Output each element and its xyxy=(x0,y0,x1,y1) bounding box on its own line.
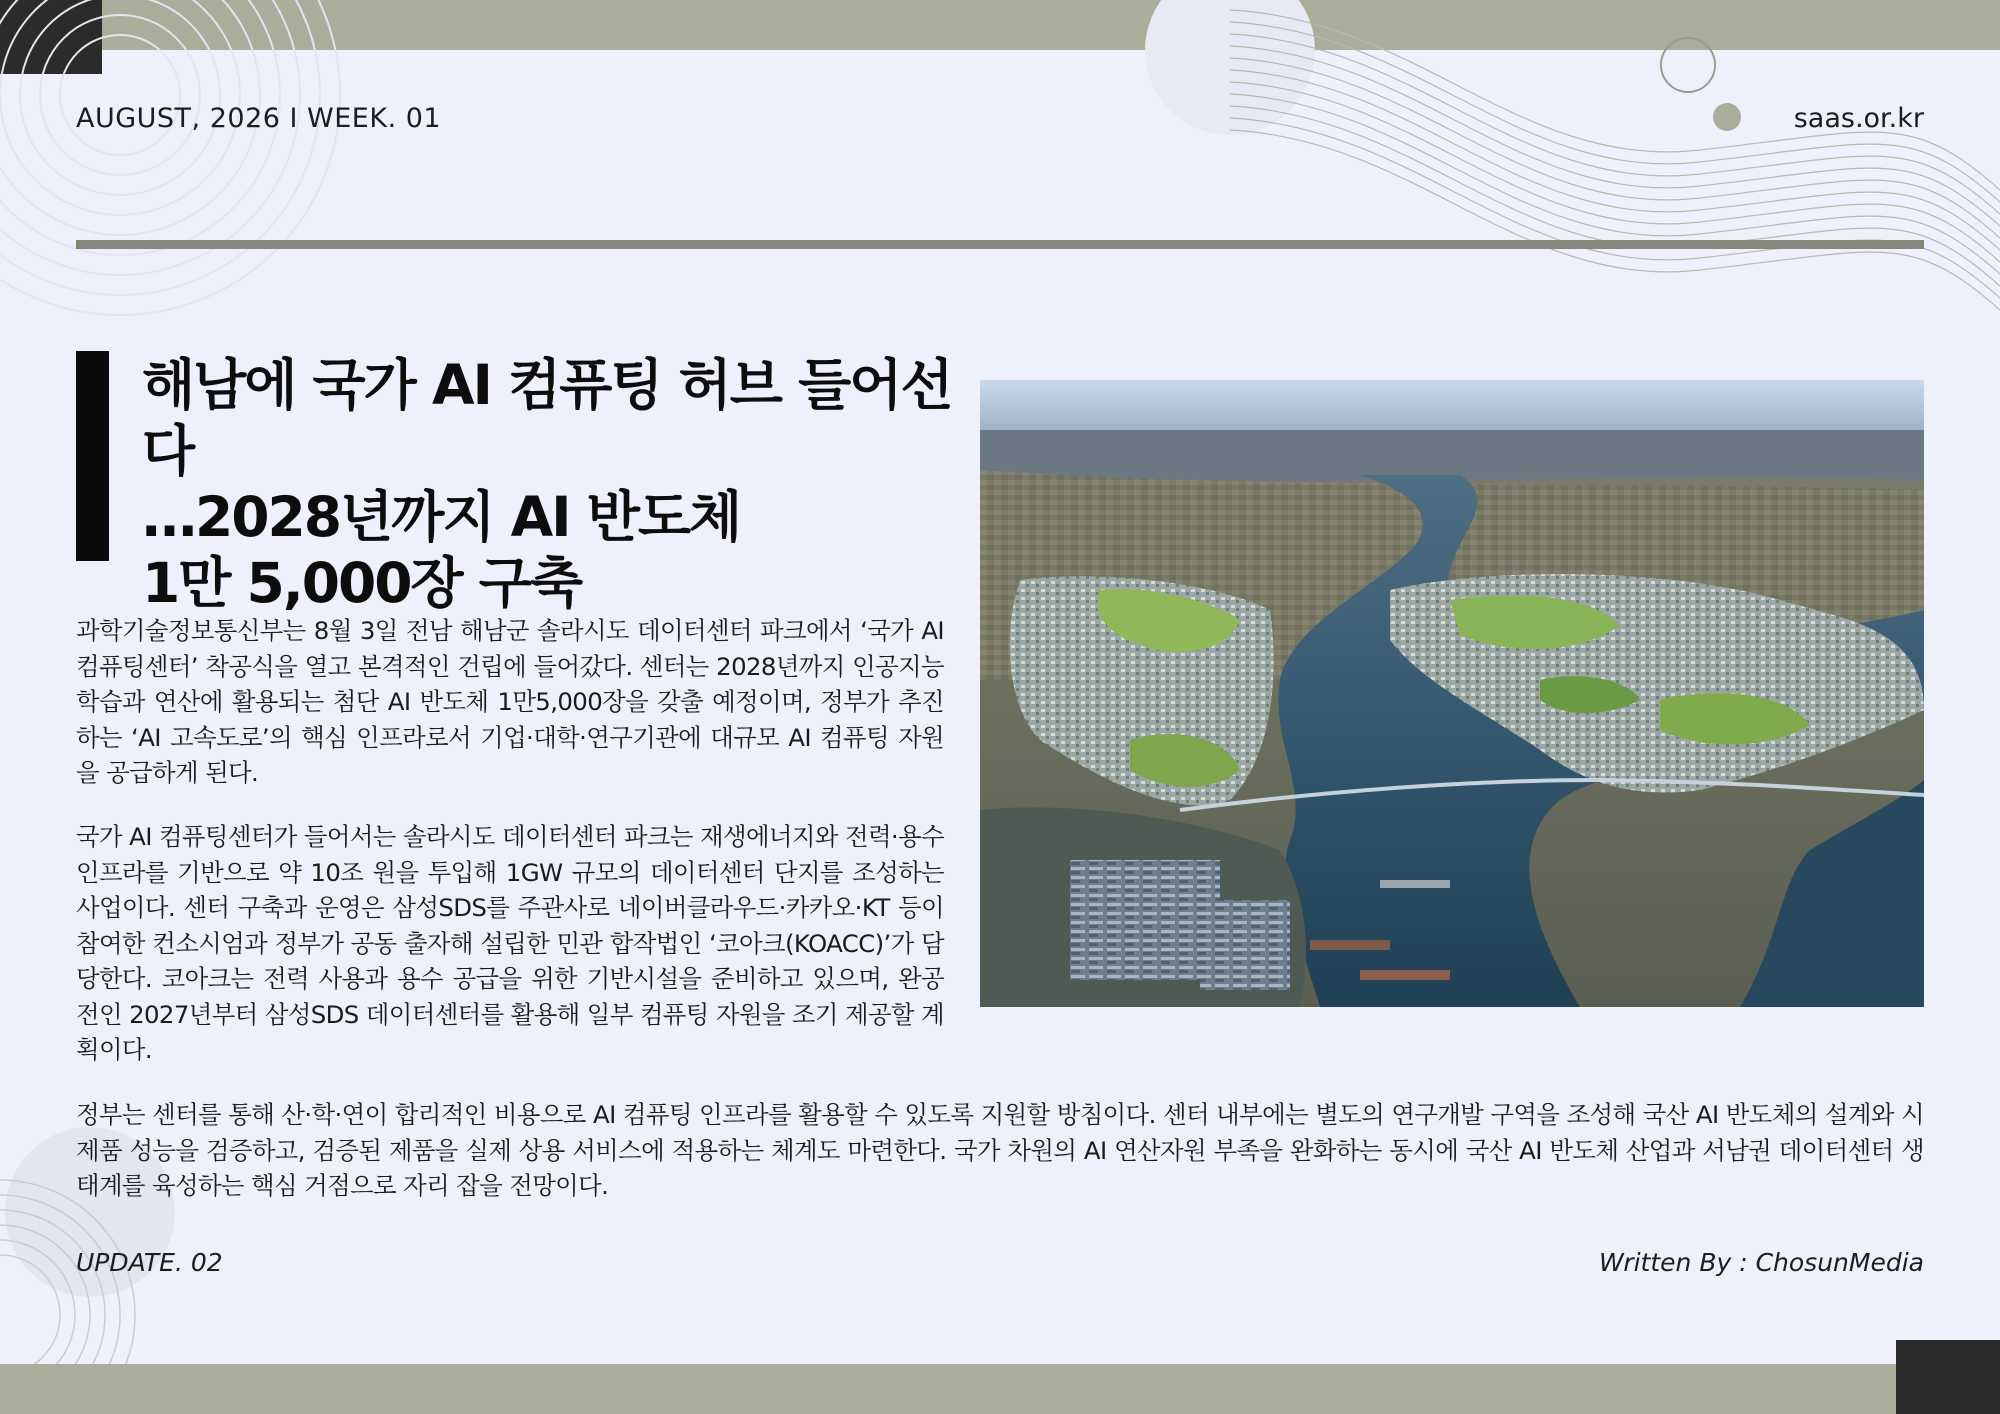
headline-line: …2028년까지 AI 반도체 xyxy=(142,485,741,549)
aerial-photo-coastal-data-center-park xyxy=(980,380,1924,1007)
article-paragraph: 과학기술정보통신부는 8월 3일 전남 해남군 솔라시도 데이터센터 파크에서 ‘국가 AI 컴퓨팅센터’ 착공식을 열고 본격적인 건립에 들어갔다. 센터는 2028년까지 인공지능 학습과 연산에 활용되는 첨단 AI 반도체 1만5,000장을 갖출 예정이며, 정부가 추진하는 ‘AI 고속도로’의 핵심 인프라로서 기업·대학·연구기관에 대규모 AI 컴퓨팅 자원을 공급하게 된다. xyxy=(76,616,944,787)
article-paragraph: 국가 AI 컴퓨팅센터가 들어서는 솔라시도 데이터센터 파크는 재생에너지와 전력·용수 인프라를 기반으로 약 10조 원을 투입해 1GW 규모의 데이터센터 단지를 조성하는 사업이다. 센터 구축과 운영은 삼성SDS를 주관사로 네이버클라우드·카카오·KT 등이 참여한 컨소시엄과 정부가 공동 출자해 설립한 민관 합작법인 ‘코아크(KOACC)’가 담당한다. 코아크는 전력 사용과 용수 공급을 위한 기반시설을 준비하고 있으며, 완공 전인 2027년부터 삼성SDS 데이터센터를 활용해 일부 컴퓨팅 자원을 조기 제공할 계획이다. xyxy=(76,822,944,1064)
issue-date-week: AUGUST, 2026 I WEEK. 01 xyxy=(76,103,442,134)
article-paragraph: 정부는 센터를 통해 산·학·연이 합리적인 비용으로 AI 컴퓨팅 인프라를 활용할 수 있도록 지원할 방침이다. 센터 내부에는 별도의 연구개발 구역을 조성해 국산 AI 반도체의 설계와 시제품 성능을 검증하고, 검증된 제품을 실제 상용 서비스에 적용하는 체계도 마련한다. 국가 차원의 AI 연산자원 부족을 완화하는 동시에 국산 AI 반도체 산업과 서남권 데이터센터 생태계를 육성하는 핵심 거점으로 자리 잡을 전망이다. xyxy=(76,1100,1924,1200)
site-link[interactable]: saas.or.kr xyxy=(1793,103,1924,134)
decorative-rings-top-left xyxy=(0,0,360,330)
bottom-band xyxy=(0,1364,2000,1414)
headline-line: 해남에 국가 AI 컴퓨팅 허브 들어선다 xyxy=(142,353,952,483)
author-credit: Written By : ChosunMedia xyxy=(1599,1248,1924,1277)
headline xyxy=(142,352,982,616)
headline-accent-bar xyxy=(76,351,109,561)
bottom-right-dark-block xyxy=(1896,1340,2000,1414)
headline-line: 1만 5,000장 구축 xyxy=(142,551,582,615)
header-divider xyxy=(76,240,1924,249)
decorative-wave-lines xyxy=(1080,0,2000,320)
update-label: UPDATE. 02 xyxy=(76,1248,223,1277)
